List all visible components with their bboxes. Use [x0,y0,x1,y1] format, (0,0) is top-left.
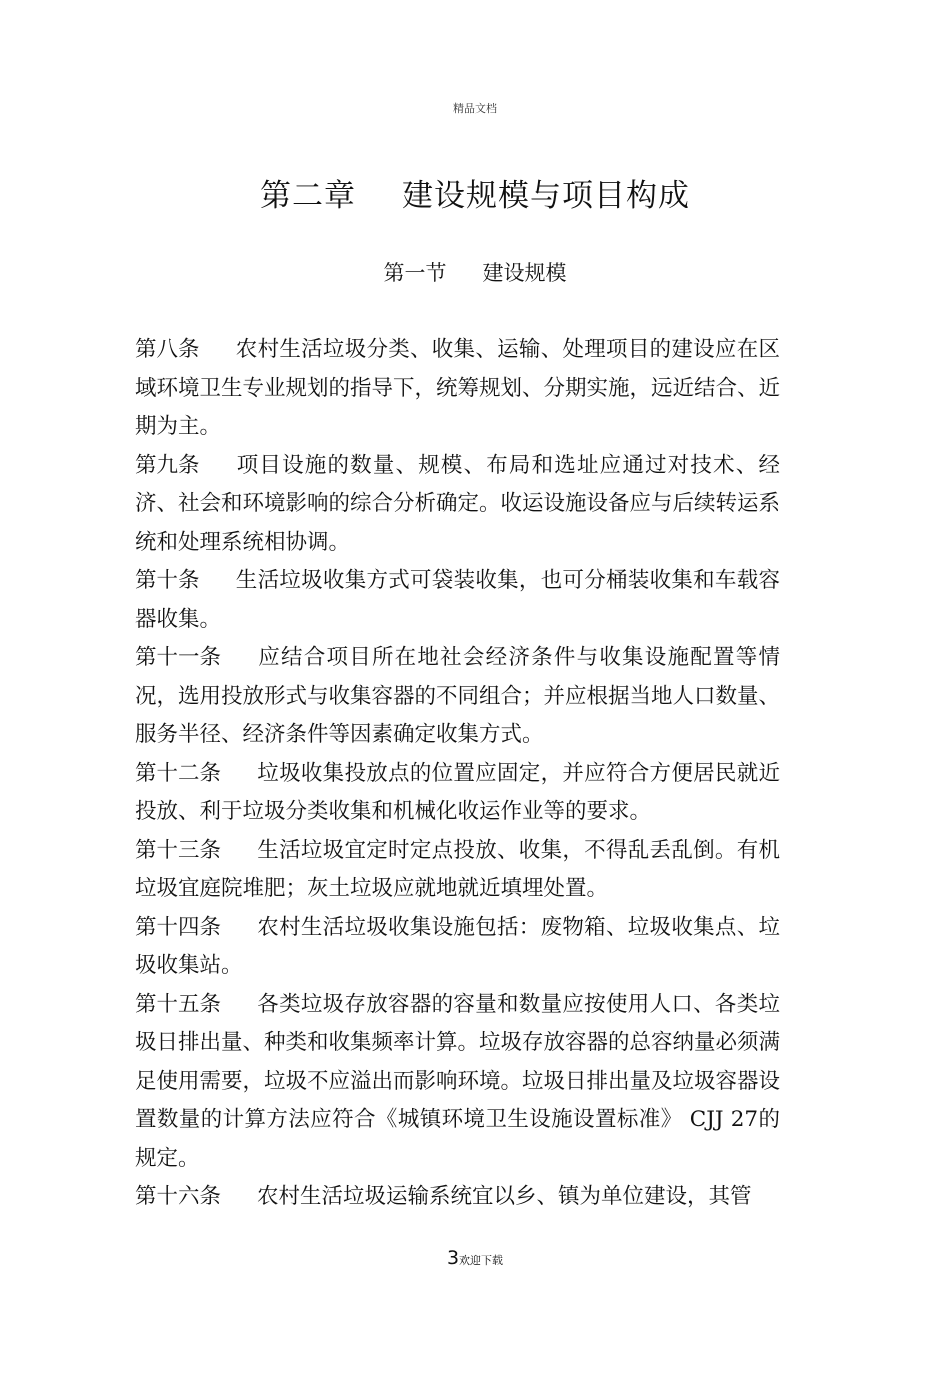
article-number: 第十四条 [135,914,222,940]
article-number: 第十五条 [135,991,222,1017]
article-text: 应结合项目所在地社会经济条件与收集设施配置等情况，选用投放形式与收集容器的不同组合；并应根据当地人口数量、服务半径、经济条件等因素确定收集方式。 [135,645,781,747]
article-8 [135,331,780,447]
chapter-title [0,174,950,218]
chapter-name: 建设规模与项目构成 [402,178,690,214]
article-list [135,331,780,1217]
article-text: 生活垃圾宜定时定点投放、收集，不得乱丢乱倒。有机垃圾宜庭院堆肥；灰土垃圾应就地就近填埋处置。 [135,837,780,901]
article-text: 项目设施的数量、规模、布局和选址应通过对技术、经济、社会和环境影响的综合分析确定。收运设施设备应与后续转运系统和处理系统相协调。 [135,452,781,555]
article-9 [135,447,780,563]
article-number: 第十一条 [135,645,222,670]
article-text: 农村生活垃圾收集设施包括：废物箱、垃圾收集点、垃圾收集站。 [135,914,780,978]
article-number: 第十二条 [135,760,222,786]
article-number: 第十三条 [135,837,222,863]
section-number: 第一节 [383,261,447,285]
article-number: 第八条 [135,337,200,362]
page-header: 精品文档 [453,102,497,115]
section-name: 建设规模 [482,261,567,285]
footer-text: 欢迎下载 [459,1254,504,1267]
article-number: 第十六条 [135,1184,222,1209]
article-text: 农村生活垃圾运输系统宜以乡、镇为单位建设，其管 [257,1184,752,1209]
article-11 [135,639,780,755]
article-text: 各类垃圾存放容器的容量和数量应按使用人口、各类垃圾日排出量、种类和收集频率计算。垃圾存放容器的总容纳量必须满足使用需要，垃圾不应溢出而影响环境。垃圾日排出量及垃圾容器设置数量的计算方法应符合《城镇环境卫生设施设置标准》 CJJ 27的规定。 [135,991,781,1171]
article-text: 生活垃圾收集方式可袋装收集，也可分桶装收集和车载容器收集。 [135,568,780,632]
article-15 [135,986,780,1179]
article-number: 第九条 [135,452,200,478]
page-number: 3 [446,1247,460,1269]
chapter-number: 第二章 [260,178,356,214]
section-title [0,258,950,288]
article-text: 农村生活垃圾分类、收集、运输、处理项目的建设应在区域环境卫生专业规划的指导下，统筹规划、分期实施，远近结合、近期为主。 [135,337,781,439]
article-text: 垃圾收集投放点的位置应固定，并应符合方便居民就近投放、利于垃圾分类收集和机械化收运作业等的要求。 [135,760,780,824]
article-13 [135,832,780,909]
page-footer [0,1247,950,1269]
article-10 [135,562,780,639]
article-16 [135,1178,780,1217]
article-number: 第十条 [135,568,200,593]
article-14 [135,909,780,986]
article-12 [135,755,780,832]
